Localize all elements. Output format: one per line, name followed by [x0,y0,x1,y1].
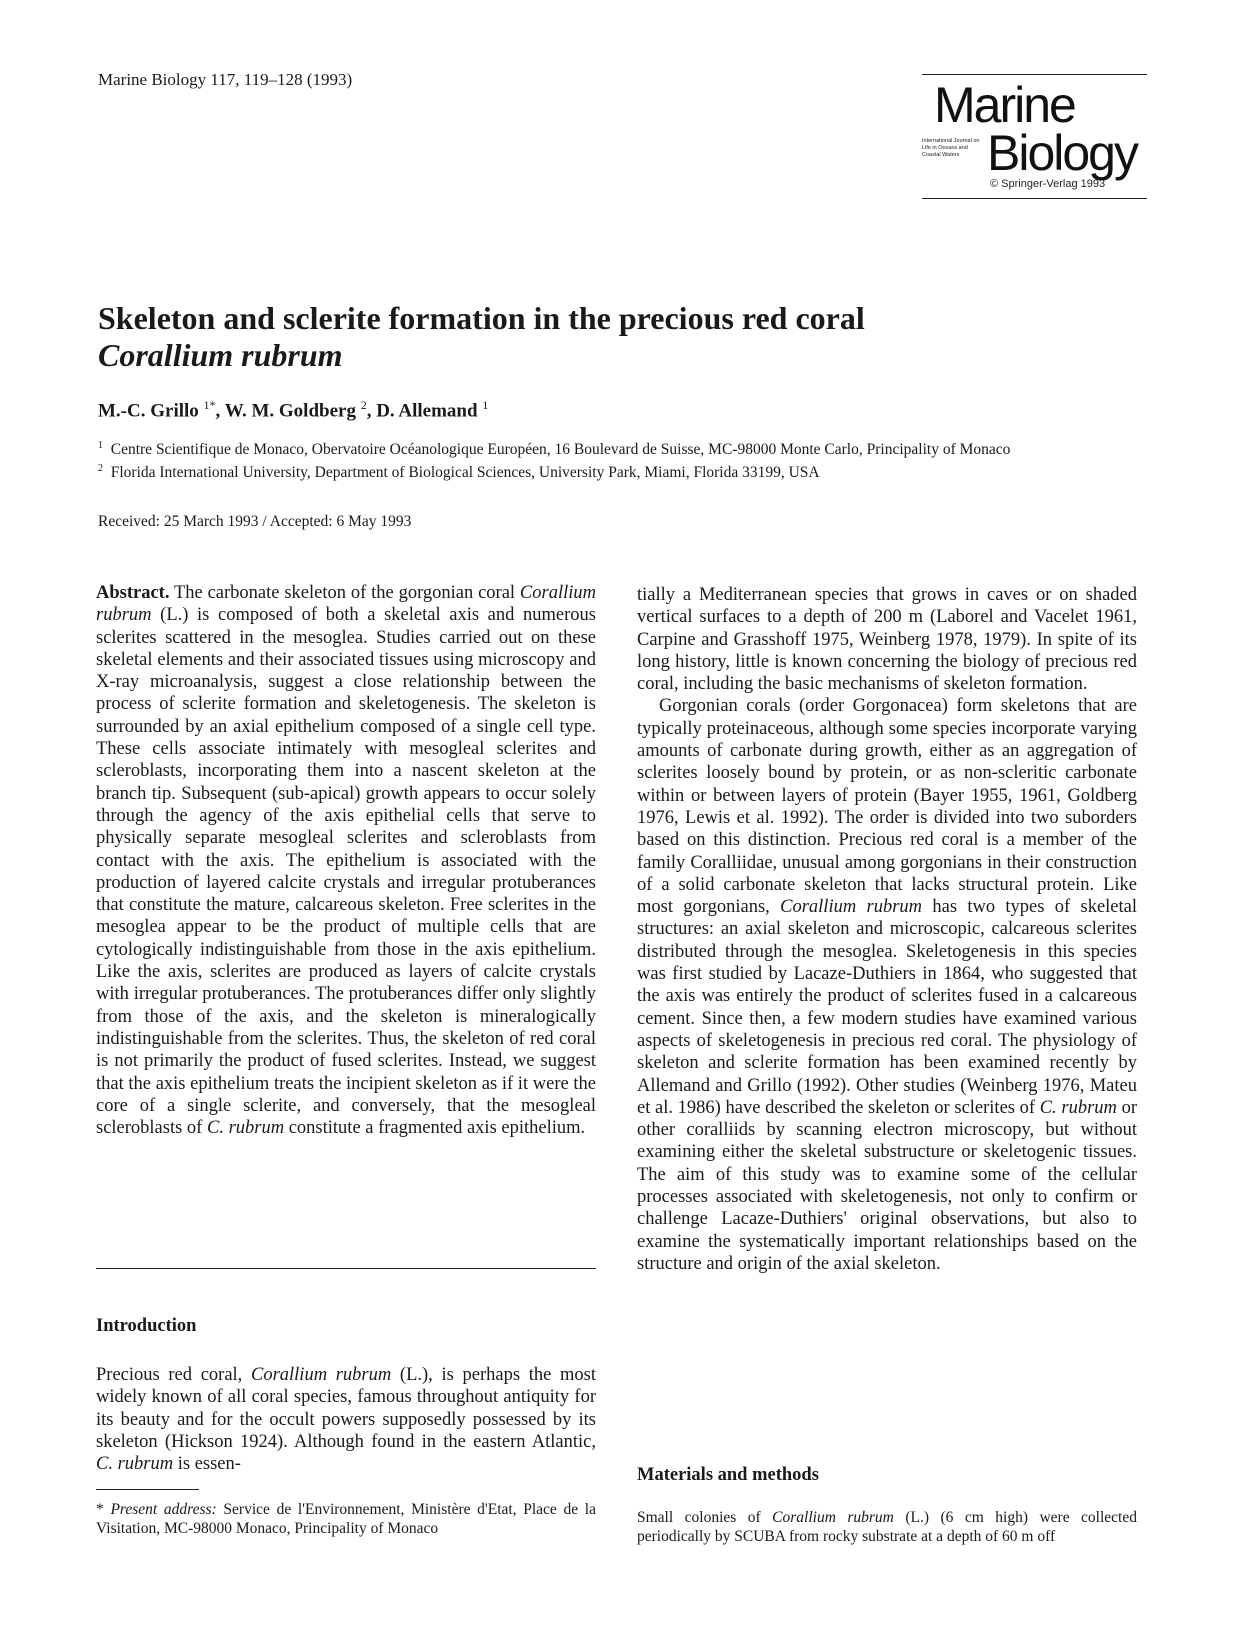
footnote-marker: * [96,1501,111,1518]
logo-word-biology: Biology [987,125,1137,181]
species-name: Corallium rubrum [96,583,596,626]
abstract-text: constitute a fragmented axis epithelium. [284,1118,586,1139]
journal-reference: Marine Biology 117, 119–128 (1993) [98,70,353,89]
logo-copyright: © Springer-Verlag 1993 [990,178,1106,190]
author-list: M.-C. Grillo $^{1*}$, W. M. Goldberg $^2$, D. Allemand $^1$ [98,398,489,422]
body-text: Small colonies of [637,1509,773,1526]
author-name: M.-C. Grillo [98,400,199,422]
author-affil-mark: 1* [203,398,216,412]
affiliation-text: Centre Scientifique de Monaco, Obervatoire Océanologique Européen, 16 Boulevard de Suisse, MC-98000 Monte Carlo, Principality of Monaco [110,441,1011,459]
footnote-label: Present address: [110,1501,217,1518]
abstract [96,582,596,1139]
logo-top-rule [922,74,1147,75]
affiliation-number: 1 [98,440,103,451]
footnote [96,1500,596,1538]
body-text: has two types of skeletal structures: an axial skeleton and microscopic, calcareous sclerites distributed through the mesoglea. Skeletogenesis in this species was first studied by Lacaze-Duthiers in 1864, who suggested that the axis was entirely the product of sclerites fused in a calcareous cement. Since then, a few modern studies have examined various aspects of skeletogenesis in precious red coral. The physiology of skeleton and sclerite formation has been examined recently by Allemand and Grillo (1992). Other studies (Weinberg 1976, Mateu et al. 1986) have described the skeleton or sclerites of [637,897,1138,1118]
logo-tagline: International Journal on Life in Oceans and Coastal Waters [922,138,980,158]
species-name: C. rubrum [96,1454,174,1475]
species-name: Corallium rubrum [250,1365,392,1385]
affiliation-item [98,436,1148,459]
methods-body [637,1508,1137,1546]
abstract-label: Abstract. [96,583,170,603]
affiliation-text: Florida International University, Department of Biological Sciences, University Park, Miami, Florida 33199, USA [110,464,820,482]
body-text: (L.) (6 cm high) were collected periodically by SCUBA from rocky substrate at a depth of 60 m off [637,1509,1137,1545]
body-text: is essen- [173,1454,241,1475]
species-name: Corallium rubrum [772,1509,894,1526]
abstract-paragraph [96,582,596,1139]
species-name: Corallium rubrum [780,897,923,918]
introduction-continued [637,584,1137,1275]
received-accepted-dates: Received: 25 March 1993 / Accepted: 6 May 1993 [98,513,412,530]
body-text: or other coralliids by scanning electron microscopy, but without examining either the skeletal substructure or skeletogenic tissues. The aim of this study was to examine some of the cellular processes associated with skeletogenesis, not only to confirm or challenge Lacaze-Duthiers' original observations, but also to examine the systematically important relationships based on the structure and origin of the axial skeleton. [637,1097,1137,1274]
footnote-divider [96,1489,199,1490]
author-affil-mark: 2 [360,398,367,412]
author-name: D. Allemand [376,400,478,422]
introduction-heading: Introduction [96,1316,197,1336]
affiliation-number: 2 [98,463,103,475]
species-name: C. rubrum [206,1118,285,1139]
introduction-paragraph [96,1364,596,1475]
introduction-paragraph [637,695,1137,1275]
body-text: Precious red coral, [96,1365,251,1385]
logo-bottom-rule [922,198,1147,199]
paper-title [98,300,1148,374]
body-text: Gorgonian corals (order Gorgonacea) form skeletons that are typically proteinaceous, although some species incorporate varying amounts of carbonate during growth, either as an aggregation of sclerites loosely bound by protein, or as non-scleritic carbonate within or between layers of protein (Bayer 1955, 1961, Goldberg 1976, Lewis et al. 1992). The order is divided into two suborders based on this distinction. Precious red coral is a member of the family Coralliidae, unusual among gorgonians in their construction of a solid carbonate skeleton that lacks structural protein. Like most gorgonians, [637,696,1137,918]
author-affil-mark: 1 [482,398,489,412]
footnote-text: Service de l'Environnement, Ministère d'Etat, Place de la Visitation, MC-98000 Monaco, Principality of Monaco [96,1501,596,1537]
title-main: Skeleton and sclerite formation in the precious red coral [98,300,865,336]
title-species: Corallium rubrum [98,337,343,373]
journal-logo [922,74,1147,206]
abstract-text: The carbonate skeleton of the gorgonian coral [169,583,520,603]
abstract-divider [96,1268,596,1269]
logo-word-marine: Marine [934,77,1075,133]
species-name: C. rubrum [1039,1097,1117,1118]
introduction-body [96,1364,596,1475]
author-name: W. M. Goldberg [224,400,356,422]
abstract-text: (L.) is composed of both a skeletal axis and numerous sclerites scattered in the mesoglea. Studies carried out on these skeletal elements and their associated tissues using microscopy and X-ray microanalysis, suggest a close relationship between the process of sclerite formation and skeletogenesis. The skeleton is surrounded by an axial epithelium composed of a single cell type. These cells associate intimately with mesogleal sclerites and scleroblasts, incorporating them into a nascent skeleton at the branch tip. Subsequent (sub-apical) growth appears to occur solely through the agency of the axis epithelial cells that serve to physically separate mesogleal sclerites and scleroblasts from contact with the axis. The epithelium is associated with the production of layered calcite crystals and irregular protuberances that constitute the mature, calcareous skeleton. Free sclerites in the mesoglea appear to be the product of multiple cells that are cytologically indistinguishable from those in the axis epithelium. Like the axis, sclerites are produced as layers of calcite crystals with irregular protuberances. The protuberances differ only slightly from those of the axis, and the skeleton is mineralogically indistinguishable from the sclerites. Thus, the skeleton of red coral is not primarily the product of fused sclerites. Instead, we suggest that the axis epithelium treats the incipient skeleton as if it were the core of a single sclerite, and conversely, that the mesogleal scleroblasts of [96,605,596,1139]
affiliations [98,436,1148,482]
introduction-paragraph: tially a Mediterranean species that grows in caves or on shaded vertical surfaces to a depth of 200 m (Laborel and Vacelet 1961, Carpine and Grasshoff 1975, Weinberg 1978, 1979). In spite of its long history, little is known concerning the biology of precious red coral, including the basic mechanisms of skeleton formation. [637,585,1137,695]
body-text: (L.), is perhaps the most widely known of all coral species, famous throughout antiquity for its beauty and for the occult powers supposedly possessed by its skeleton (Hickson 1924). Although found in the eastern Atlantic, [96,1365,596,1452]
methods-heading: Materials and methods [637,1465,819,1485]
affiliation-item [98,459,1148,482]
